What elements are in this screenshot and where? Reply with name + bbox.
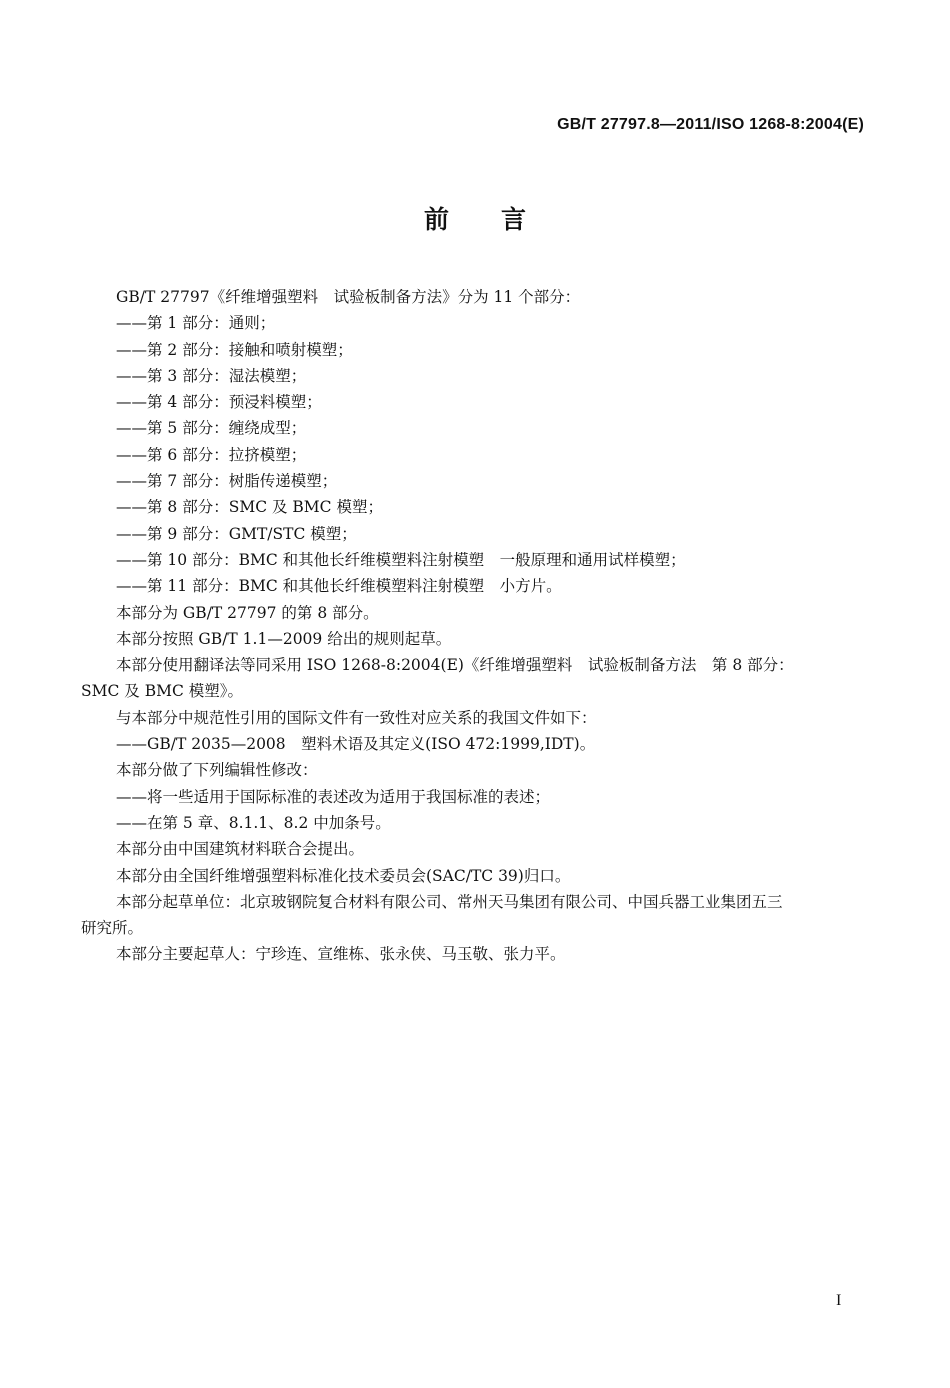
paragraph: 本部分由全国纤维增强塑料标准化技术委员会(SAC/TC 39)归口。: [116, 866, 571, 885]
paragraph: 与本部分中规范性引用的国际文件有一致性对应关系的我国文件如下：: [116, 708, 597, 727]
modification-list-item: ——在第 5 章、8.1.1、8.2 中加条号。: [116, 813, 391, 832]
paragraph: 本部分做了下列编辑性修改：: [116, 761, 318, 780]
part-list-item: ——第 10 部分：BMC 和其他长纤维模塑料注射模塑 一般原理和通用试样模塑；: [116, 550, 686, 569]
foreword-body: [81, 284, 868, 968]
paragraph: 本部分按照 GB/T 1.1—2009 给出的规则起草。: [116, 629, 452, 648]
modification-list-item: ——将一些适用于国际标准的表述改为适用于我国标准的表述；: [116, 787, 551, 806]
paragraph: 本部分为 GB/T 27797 的第 8 部分。: [116, 603, 379, 622]
paragraph: 本部分起草单位：北京玻钢院复合材料有限公司、常州天马集团有限公司、中国兵器工业集团五三: [116, 892, 783, 911]
paragraph: 本部分主要起草人：宁珍连、宣维栋、张永侠、马玉敬、张力平。: [116, 945, 566, 964]
part-list-item: ——第 9 部分：GMT/STC 模塑；: [116, 524, 357, 543]
paragraph-continuation: SMC 及 BMC 模塑》。: [81, 682, 244, 701]
part-list-item: ——第 3 部分：湿法模塑；: [116, 366, 307, 385]
part-list-item: ——第 11 部分：BMC 和其他长纤维模塑料注射模塑 小方片。: [116, 577, 562, 596]
part-list-item: ——第 5 部分：缠绕成型；: [116, 419, 307, 438]
reference-list-item: ——GB/T 2035—2008 塑料术语及其定义(ISO 472:1999,IDT)。: [116, 735, 596, 754]
paragraph-continuation: 研究所。: [81, 919, 144, 938]
part-list-item: ——第 6 部分：拉挤模塑；: [116, 445, 307, 464]
part-list-item: ——第 8 部分：SMC 及 BMC 模塑；: [116, 498, 383, 517]
part-list-item: ——第 7 部分：树脂传递模塑；: [116, 472, 338, 491]
paragraph: 本部分使用翻译法等同采用 ISO 1268-8:2004(E)《纤维增强塑料 试验板制备方法 第 8 部分：: [116, 656, 794, 675]
page-number: I: [836, 1292, 842, 1309]
standard-number-header: GB/T 27797.8—2011/ISO 1268-8:2004(E): [557, 116, 864, 133]
paragraph: 本部分由中国建筑材料联合会提出。: [116, 840, 365, 859]
part-list-item: ——第 1 部分：通则；: [116, 314, 276, 333]
page-title: [0, 200, 950, 236]
part-list-item: ——第 2 部分：接触和喷射模塑；: [116, 340, 353, 359]
part-list-item: ——第 4 部分：预浸料模塑；: [116, 393, 322, 412]
title-char-1: 前: [423, 205, 449, 234]
title-char-2: 言: [501, 205, 527, 234]
intro-line: GB/T 27797《纤维增强塑料 试验板制备方法》分为 11 个部分：: [116, 288, 581, 306]
